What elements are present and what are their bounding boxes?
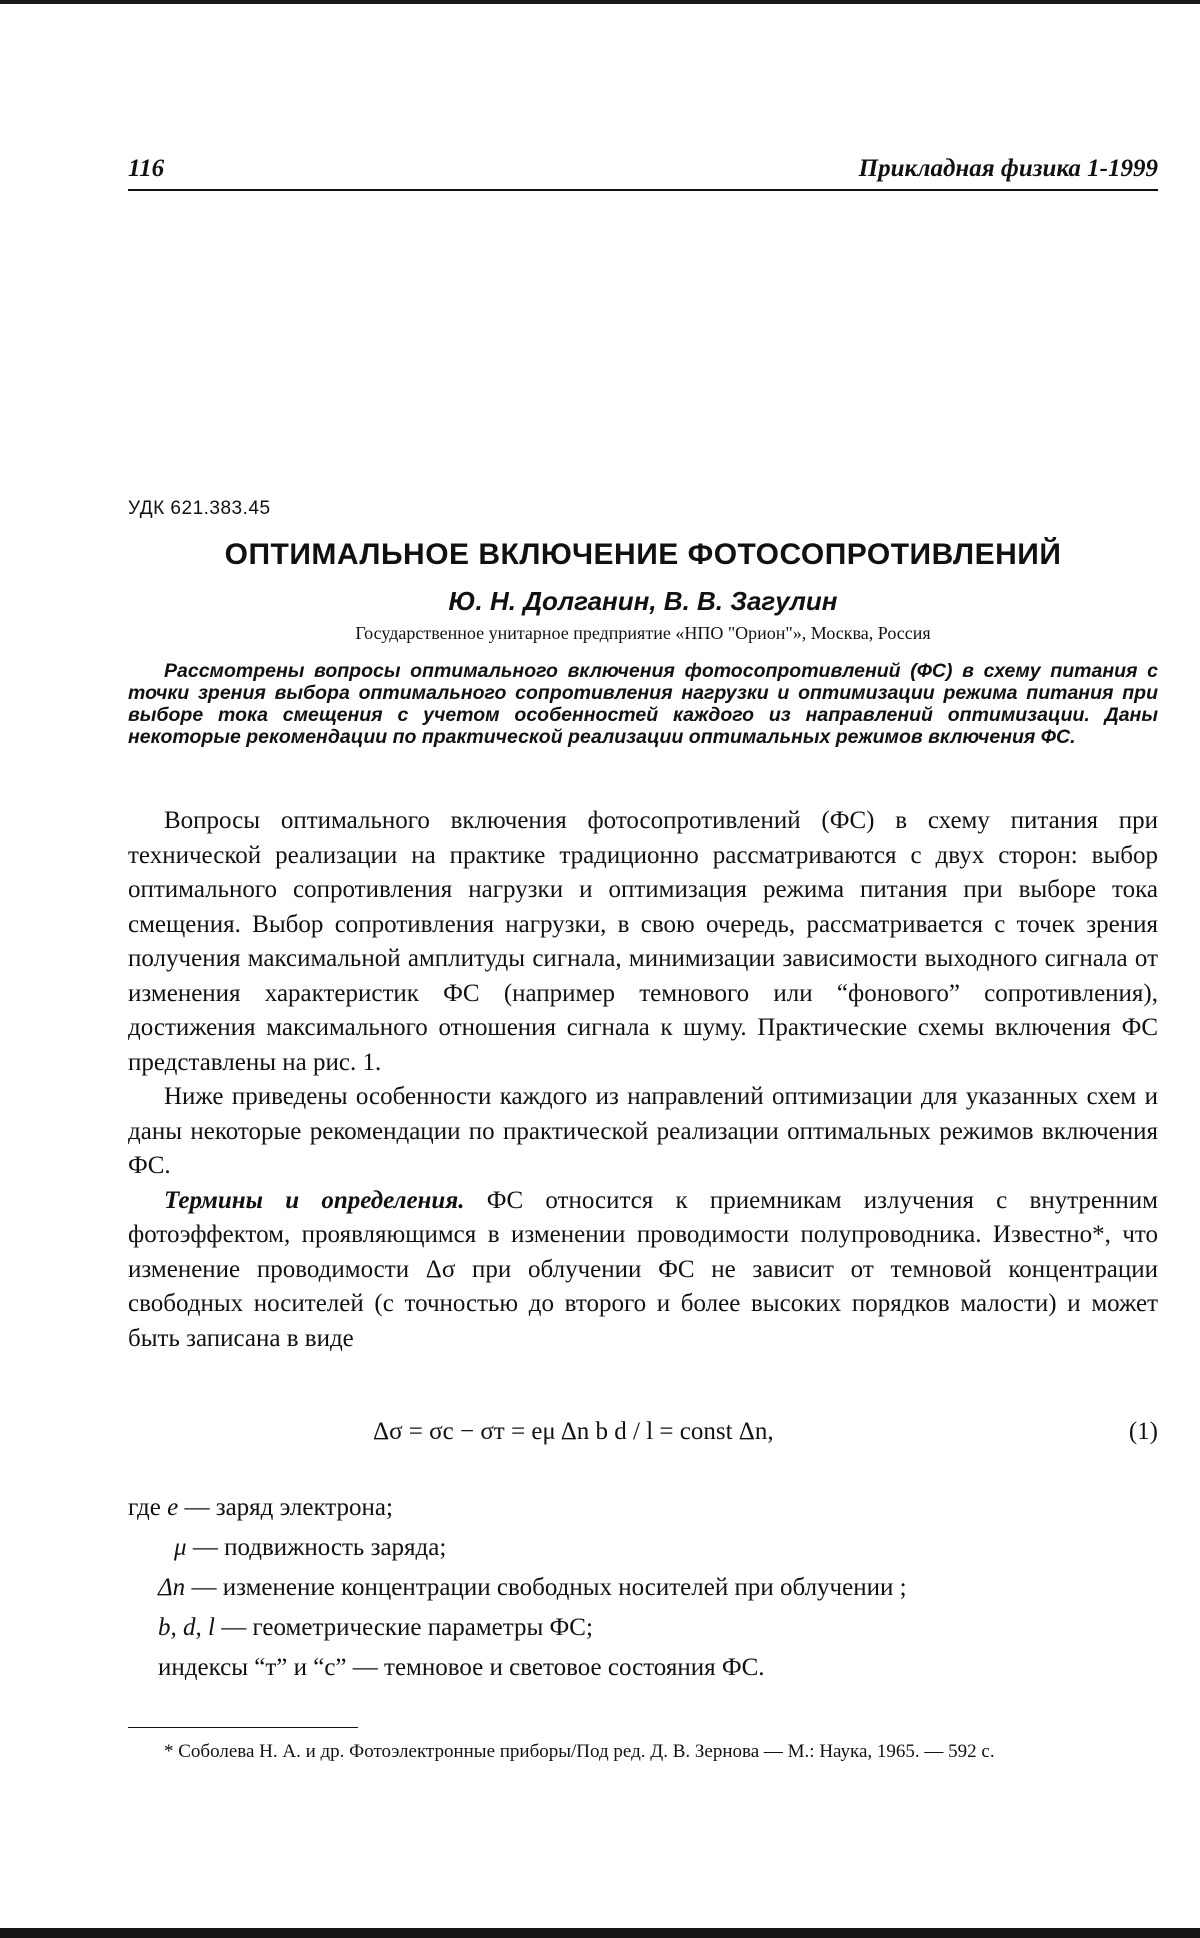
article-authors: Ю. Н. Долганин, В. В. Загулин xyxy=(448,586,838,616)
running-header xyxy=(128,155,1158,191)
abstract: Рассмотрены вопросы оптимального включения фотосопротивлений (ФС) в схему питания с точки зрения выбора оптимального сопротивления нагрузки и оптимизации режима питания при выборе тока смещения с учетом особенностей каждого из направлений оптимизации. Даны некоторые рекомендации по практической реализации оптимальных режимов включения ФС. xyxy=(128,660,1158,748)
body-paragraph-3-text: ФС относится к приемникам излучения с внутренним фотоэффектом, проявляющимся в изменении проводимости полупроводника. Известно*, что изменение проводимости Δσ при облучении ФС не зависит от темновой концентрации свободных носителей (с точностью до второго и более высоких порядков малости) и может быть записана в виде xyxy=(128,1186,1158,1352)
definition-item xyxy=(128,1488,1158,1528)
equation-1 xyxy=(128,1418,1158,1458)
author-affiliation: Государственное унитарное предприятие «НПО "Орион"», Москва, Россия xyxy=(355,623,931,643)
section-term-heading: Термины и определения. xyxy=(164,1186,465,1214)
body-paragraph-2: Ниже приведены особенности каждого из направлений оптимизации для указанных схем и даны некоторые рекомендации по практической реализации оптимальных режимов включения ФС. xyxy=(128,1083,1158,1179)
definition-indices: индексы “т” и “с” — темновое и световое состояния ФС. xyxy=(158,1654,765,1681)
definition-text: — геометрические параметры ФС; xyxy=(214,1614,593,1641)
equation-formula: Δσ = σс − σт = eμ Δn b d / l = const Δn, xyxy=(373,1418,774,1445)
journal-title: Прикладная физика 1-1999 xyxy=(858,155,1158,182)
symbol-definitions xyxy=(128,1488,1158,1688)
definition-symbol: b, d, l xyxy=(158,1614,215,1641)
equation-number: (1) xyxy=(1128,1418,1158,1445)
scan-top-edge xyxy=(0,0,1200,4)
footnote: * Соболева Н. А. и др. Фотоэлектронные приборы/Под ред. Д. В. Зернова — М.: Наука, 1965. — 592 с. xyxy=(164,1741,995,1762)
definition-symbol: μ xyxy=(174,1534,187,1561)
definition-text: — подвижность заряда; xyxy=(186,1534,447,1561)
body-paragraph-1: Вопросы оптимального включения фотосопротивлений (ФС) в схему питания при технической реализации на практике традиционно рассматриваются с двух сторон: выбор оптимального сопротивления нагрузки и оптимизация режима питания при выборе тока смещения. Выбор сопротивления нагрузки, в свою очередь, рассматривается с точек зрения получения максимальной амплитуды сигнала, минимизации зависимости выходного сигнала от изменения характеристик ФС (например темнового или “фонового” сопротивления), достижения максимального отношения сигнала к шуму. Практические схемы включения ФС представлены на рис. 1. xyxy=(128,807,1158,1076)
article-body xyxy=(128,804,1158,1356)
definition-symbol: Δn xyxy=(158,1574,186,1601)
scan-bottom-edge xyxy=(0,1928,1200,1938)
definition-text: — заряд электрона; xyxy=(178,1494,393,1521)
article-title: ОПТИМАЛЬНОЕ ВКЛЮЧЕНИЕ ФОТОСОПРОТИВЛЕНИЙ xyxy=(224,538,1062,571)
definition-symbol: e xyxy=(167,1494,179,1521)
footnote-divider xyxy=(128,1727,358,1728)
definition-text: — изменение концентрации свободных носителей при облучении ; xyxy=(185,1574,907,1601)
definition-item xyxy=(128,1608,1158,1648)
definitions-lead: где xyxy=(128,1494,161,1521)
page-number: 116 xyxy=(128,155,165,182)
definition-item xyxy=(128,1568,1158,1608)
udc-code: УДК 621.383.45 xyxy=(128,498,271,519)
definition-item xyxy=(128,1528,1158,1568)
body-paragraph-3 xyxy=(128,1184,1158,1357)
